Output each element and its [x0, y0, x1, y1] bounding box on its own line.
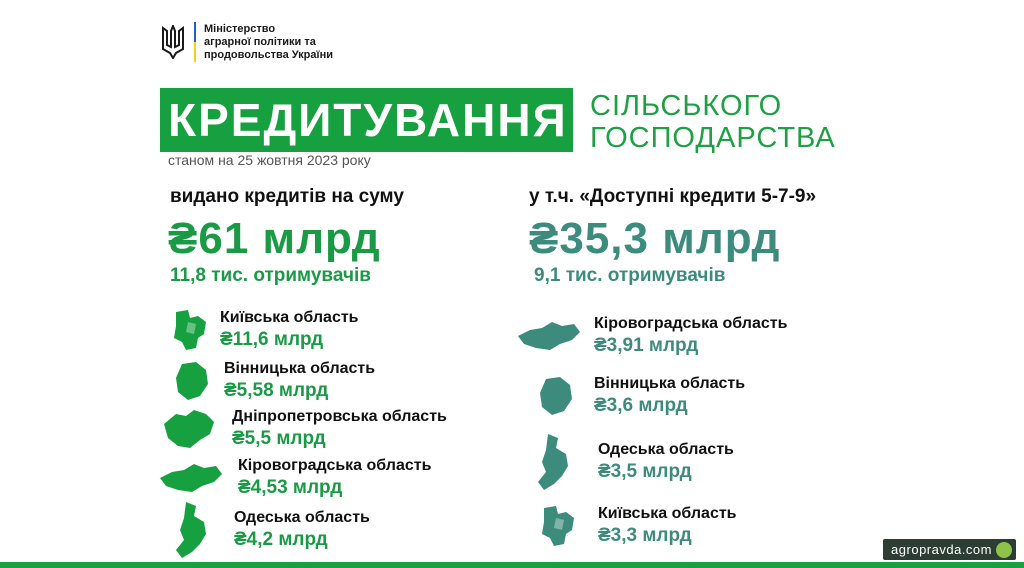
kyiv-oblast-map-icon	[168, 308, 212, 352]
odesa-oblast-map-icon	[534, 432, 580, 492]
page-title: КРЕДИТУВАННЯ	[168, 94, 568, 146]
odesa-oblast-map-icon	[172, 500, 218, 560]
right-total: ₴35,3 млрд	[529, 214, 781, 263]
left-region-kirovohrad: Кіровоградська область ₴4,53 млрд	[158, 456, 431, 500]
left-region-odesa: Одеська область ₴4,2 млрд	[172, 500, 370, 560]
kyiv-oblast-map-icon	[536, 504, 580, 548]
bottom-bar	[0, 562, 1024, 568]
right-region-odesa: Одеська область ₴3,5 млрд	[534, 432, 734, 492]
kirovohrad-oblast-map-icon	[158, 458, 224, 498]
left-region-dnipro: Дніпропетровська область ₴5,5 млрд	[160, 406, 447, 452]
watermark: agropravda.com	[883, 539, 1016, 560]
right-region-kyiv: Київська область ₴3,3 млрд	[536, 504, 737, 548]
ministry-header	[160, 22, 333, 62]
right-region-vinnytsia: Вінницька область ₴3,6 млрд	[536, 374, 745, 418]
right-region-kirovohrad: Кіровоградська область ₴3,91 млрд	[516, 314, 787, 358]
left-region-kyiv: Київська область ₴11,6 млрд	[168, 308, 359, 352]
right-recipients: 9,1 тис. отримувачів	[534, 265, 726, 286]
as-of-date: станом на 25 жовтня 2023 року	[168, 152, 371, 168]
ministry-name: Міністерство аграрної політики та продовольства України	[204, 22, 334, 61]
vinnytsia-oblast-map-icon	[536, 375, 576, 417]
vinnytsia-oblast-map-icon	[172, 360, 212, 402]
left-recipients: 11,8 тис. отримувачів	[170, 265, 371, 286]
left-heading: видано кредитів на суму	[170, 186, 404, 207]
trident-emblem-icon	[160, 25, 186, 59]
right-heading: у т.ч. «Доступні кредити 5-7-9»	[529, 186, 817, 207]
kirovohrad-oblast-map-icon	[516, 316, 582, 356]
agropravda-logo-icon	[996, 542, 1012, 558]
left-region-vinnytsia: Вінницька область ₴5,58 млрд	[172, 359, 375, 403]
dnipro-oblast-map-icon	[160, 406, 218, 452]
flag-divider	[194, 22, 196, 62]
left-total: ₴61 млрд	[168, 214, 381, 263]
page-subtitle: СІЛЬСЬКОГО ГОСПОДАРСТВА	[590, 90, 836, 154]
